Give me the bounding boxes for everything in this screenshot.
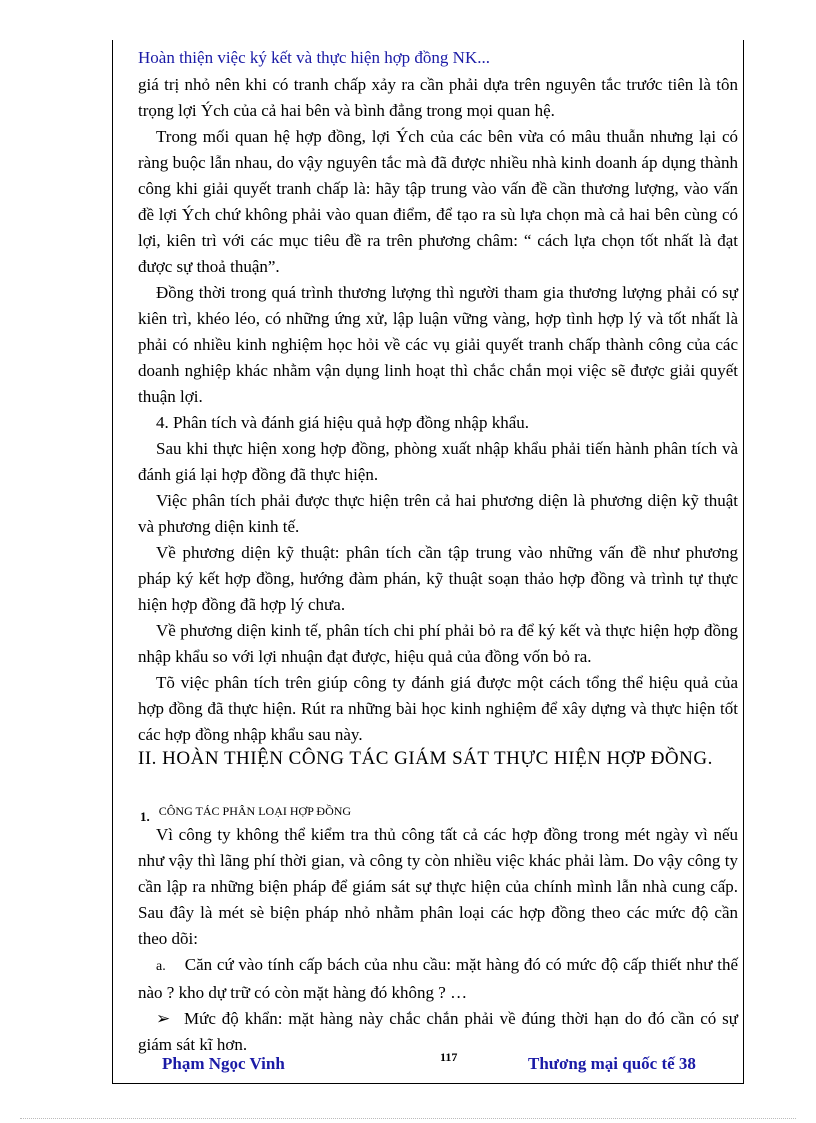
paragraph: Trong mối quan hệ hợp đồng, lợi Ých của các bên vừa có mâu thuẫn nhưng lại có ràng buộc lẫn nhau, do vậy nguyên tắc mà đã được nhiều nhà kinh doanh áp dụng thành công khi giải quyết tranh chấp là: hãy tập trung vào vấn đề cần thương lượng, vào vấn đề lợi Ých chứ không phải vào quan điểm, để tạo ra sù lựa chọn mà cả hai bên cùng có lợi, kiên trì với các mục tiêu đề ra trên phương châm: “ cách lựa chọn tốt nhất là đạt được sự thoả thuận”. — [138, 127, 738, 276]
subsection-heading — [140, 803, 740, 824]
footer-course: Thương mại quốc tế 38 — [528, 1054, 696, 1073]
paragraph: Về phương diện kỹ thuật: phân tích cần tập trung vào những vấn đề như phương pháp ký kết hợp đồng, hướng đàm phán, kỹ thuật soạn thảo hợp đồng và trình tự thực hiện hợp đồng đã hợp lý chưa. — [138, 543, 738, 614]
running-header: Hoàn thiện việc ký kết và thực hiện hợp đồng NK... — [138, 48, 490, 67]
paragraph: Đồng thời trong quá trình thương lượng thì người tham gia thương lượng phải có sự kiên trì, khéo léo, có những ứng xử, lập luận vững vàng, hợp tình hợp lý và tốt nhất là phải có nhiều kinh nghiệm học hỏi về các vụ giải quyết tranh chấp thành công của các doanh nghiệp khác nhằm vận dụng linh hoạt thì chắc chắn mọi việc sẽ được giải quyết thuận lợi. — [138, 283, 738, 406]
section-heading: II. HOÀN THIỆN CÔNG TÁC GIÁM SÁT THỰC HIỆN HỢP ĐỒNG. — [138, 748, 713, 769]
numbered-heading: 4. Phân tích và đánh giá hiệu quả hợp đồng nhập khẩu. — [156, 413, 529, 432]
list-marker: a. — [156, 959, 166, 974]
arrow-bullet-icon: ➢ — [156, 1009, 171, 1028]
paragraph: Vì công ty không thể kiểm tra thủ công tất cả các hợp đồng trong mét ngày vì nếu như vậy thì lãng phí thời gian, và công ty còn nhiều việc khác phải làm. Do vậy công ty cần lập ra những biện pháp để giám sát sự thực hiện của chính mình lẫn nhà cung cấp. Sau đây là mét sè biện pháp nhỏ nhằm phân loại các hợp đồng theo các mức độ cần theo dõi: — [138, 825, 738, 948]
subsection-title: CÔNG TÁC PHÂN LOẠI HỢP ĐỒNG — [158, 804, 352, 818]
bullet-text: Mức độ khẩn: mặt hàng này chắc chắn phải về đúng thời hạn do đó cần có sự giám sát kĩ hơn. — [138, 1009, 738, 1054]
bottom-dotted-rule — [20, 1118, 796, 1119]
paragraph: Việc phân tích phải được thực hiện trên cả hai phương diện là phương diện kỹ thuật và phương diện kinh tế. — [138, 491, 738, 536]
body-text — [138, 72, 738, 748]
body-text-2 — [138, 822, 738, 1058]
paragraph: Về phương diện kinh tế, phân tích chi phí phải bỏ ra để ký kết và thực hiện hợp đồng nhập khẩu so với lợi nhuận đạt được, hiệu quả của đồng vốn bỏ ra. — [138, 621, 738, 666]
paragraph: Tõ việc phân tích trên giúp công ty đánh giá được một cách tổng thể hiệu quả của hợp đồng đã thực hiện. Rút ra những bài học kinh nghiệm để xây dựng và thực hiện tốt các hợp đồng nhập khẩu sau này. — [138, 673, 738, 744]
paragraph: Sau khi thực hiện xong hợp đồng, phòng xuất nhập khẩu phải tiến hành phân tích và đánh giá lại hợp đồng đã thực hiện. — [138, 439, 738, 484]
list-text: Căn cứ vào tính cấp bách của nhu cầu: mặt hàng đó có mức độ cấp thiết như thế nào ? kho dự trữ có còn mặt hàng đó không ? … — [138, 955, 739, 1002]
subsection-number: 1. — [140, 809, 150, 824]
footer-author: Phạm Ngọc Vinh — [162, 1054, 285, 1073]
bullet-item — [138, 1006, 738, 1058]
page-number: 117 — [440, 1050, 458, 1064]
list-item-a — [138, 952, 738, 1006]
paragraph: giá trị nhỏ nên khi có tranh chấp xảy ra cần phải dựa trên nguyên tắc trước tiên là tôn trọng lợi Ých của cả hai bên và bình đẳng trong mọi quan hệ. — [138, 75, 738, 120]
